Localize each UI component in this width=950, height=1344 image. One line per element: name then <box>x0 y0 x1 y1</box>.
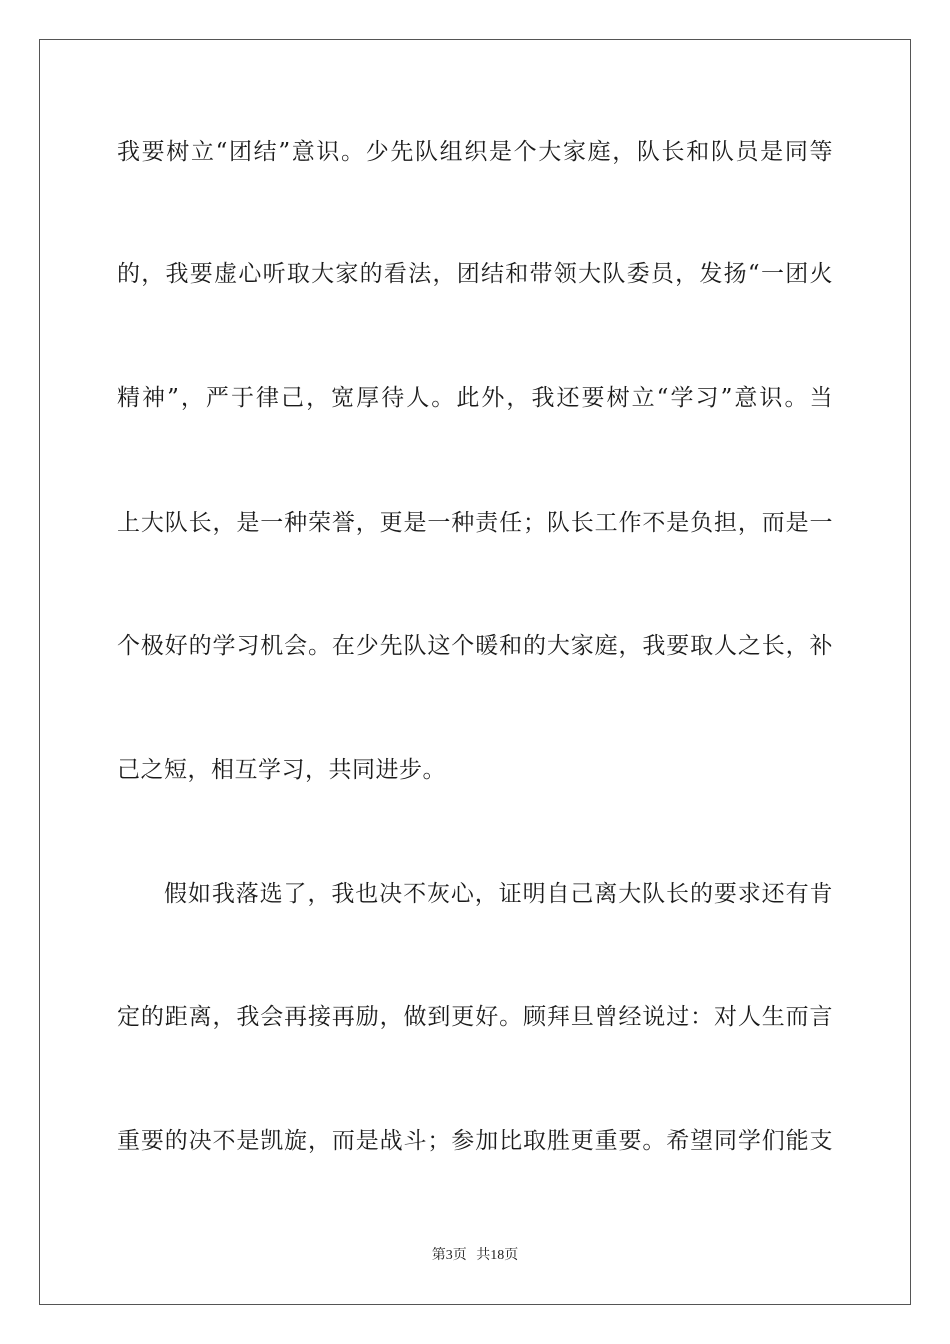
text-line: 上大队长，是一种荣誉，更是一种责任；队长工作不是负担，而是一 <box>117 510 833 536</box>
text-line: 精神”，严于律己，宽厚待人。此外，我还要树立“学习”意识。当 <box>117 385 833 411</box>
text-line: 定的距离，我会再接再励，做到更好。顾拜旦曾经说过：对人生而言 <box>117 1004 833 1030</box>
text-line: 个极好的学习机会。在少先队这个暖和的大家庭，我要取人之长，补 <box>117 633 833 659</box>
total-page-count: 共18页 <box>476 1248 519 1263</box>
text-line: 重要的决不是凯旋，而是战斗；参加比取胜更重要。希望同学们能支 <box>117 1128 833 1154</box>
page-footer <box>0 1246 950 1266</box>
text-line: 己之短，相互学习，共同进步。 <box>117 757 446 783</box>
text-line: 的，我要虚心听取大家的看法，团结和带领大队委员，发扬“一团火 <box>117 261 833 287</box>
page-border <box>39 39 911 1305</box>
current-page-number: 第3页 <box>431 1248 467 1263</box>
text-line: 我要树立“团结”意识。少先队组织是个大家庭，队长和队员是同等 <box>117 139 833 165</box>
paragraph-first-line: 假如我落选了，我也决不灰心，证明自己离大队长的要求还有肯 <box>164 881 833 907</box>
